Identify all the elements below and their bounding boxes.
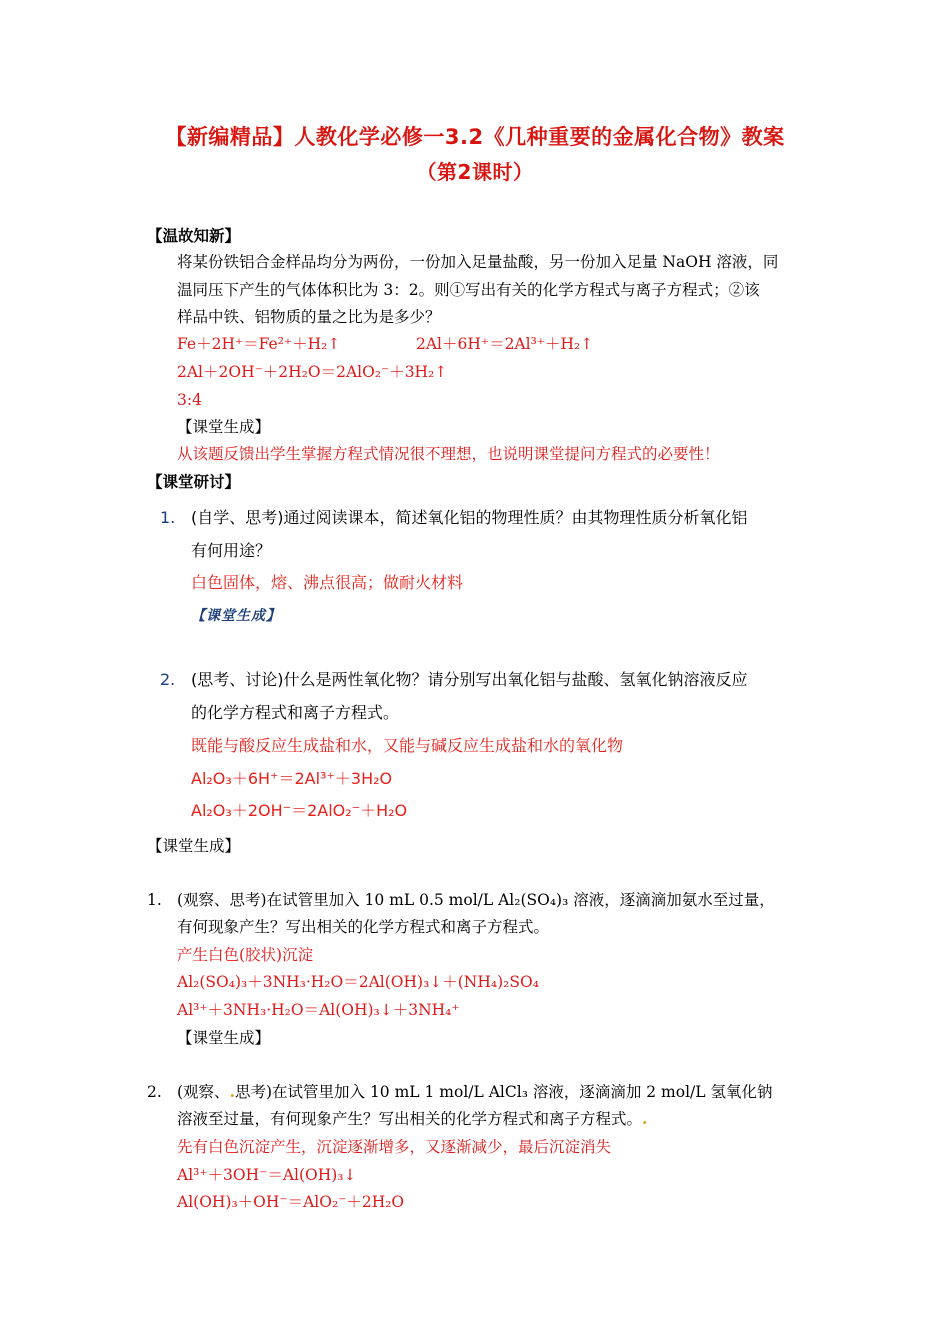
study-q2-answer: 既能与酸反应生成盐和水，又能与碱反应生成盐和水的氧化物 — [191, 736, 624, 755]
observe-p2-number: 2. — [147, 1083, 162, 1101]
stray-dot-mark: . — [642, 1109, 648, 1128]
observe-p2-answer: 先有白色沉淀产生，沉淀逐渐增多，又逐渐减少，最后沉淀消失 — [177, 1138, 612, 1156]
stray-dot-mark: . — [229, 1082, 235, 1101]
observe-p2-equation-2: Al(OH)₃＋OH⁻＝AlO₂⁻＋2H₂O — [177, 1193, 405, 1211]
study-q1-class-generation-stamp: 【课堂生成】 — [191, 608, 281, 624]
review-equation-3: 2Al＋2OH⁻＋2H₂O＝2AlO₂⁻＋3H₂↑ — [177, 363, 448, 381]
review-equation-2: 2Al＋6H⁺＝2Al³⁺＋H₂↑ — [416, 335, 594, 353]
study-heading: 【课堂研讨】 — [147, 473, 241, 491]
observe-p1-equation-2: Al³⁺＋3NH₃·H₂O＝Al(OH)₃↓＋3NH₄⁺ — [177, 1001, 460, 1019]
observe-p2-line-2 — [177, 1108, 647, 1130]
study-q2-line-1: (思考、讨论)什么是两性氧化物？请分别写出氧化铝与盐酸、氢氧化钠溶液反应 — [191, 670, 748, 689]
observe-p1-answer: 产生白色(胶状)沉淀 — [177, 946, 314, 964]
observe-p2-line-1-rest: 思考)在试管里加入 10 mL 1 mol/L AlCl₃ 溶液，逐滴滴加 2 mol/L 氢氧化钠 — [234, 1083, 773, 1101]
review-class-generation-text: 从该题反馈出学生掌握方程式情况很不理想，也说明课堂提问方程式的必要性！ — [177, 445, 720, 463]
study-q1-number: 1. — [160, 508, 176, 527]
review-question-line-2: 温同压下产生的气体体积比为 3：2。则①写出有关的化学方程式与离子方程式；②该 — [177, 281, 760, 299]
observe-p1-number: 1. — [147, 891, 162, 909]
study-q2-equation-1: Al₂O₃＋6H⁺＝2Al³⁺＋3H₂O — [191, 769, 393, 788]
study-q2-equation-2: Al₂O₃＋2OH⁻＝2AlO₂⁻＋H₂O — [191, 801, 408, 820]
study-q1-answer: 白色固体，熔、沸点很高；做耐火材料 — [191, 573, 464, 592]
study-class-generation-tag: 【课堂生成】 — [147, 837, 241, 855]
review-question-line-1: 将某份铁铝合金样品均分为两份，一份加入足量盐酸，另一份加入足量 NaOH 溶液，同 — [177, 253, 779, 271]
page-subtitle: （第2课时） — [416, 160, 534, 184]
review-heading: 【温故知新】 — [147, 227, 241, 245]
observe-p1-line-2: 有何现象产生？写出相关的化学方程式和离子方程式。 — [177, 918, 550, 936]
observe-p1-equation-1: Al₂(SO₄)₃＋3NH₃·H₂O＝2Al(OH)₃↓＋(NH₄)₂SO₄ — [177, 973, 539, 991]
review-equation-1: Fe＋2H⁺＝Fe²⁺＋H₂↑ — [177, 335, 341, 353]
page-title: 【新编精品】人教化学必修一3.2《几种重要的金属化合物》教案 — [165, 125, 785, 149]
study-q1-line-1: (自学、思考)通过阅读课本，简述氧化铝的物理性质？由其物理性质分析氧化铝 — [191, 508, 748, 527]
observe-p1-class-generation-tag: 【课堂生成】 — [177, 1029, 271, 1047]
review-class-generation-tag: 【课堂生成】 — [177, 418, 271, 436]
observe-p1-line-1: (观察、思考)在试管里加入 10 mL 0.5 mol/L Al₂(SO₄)₃ 溶液，逐滴滴加氨水至过量， — [177, 891, 775, 909]
study-q2-line-2: 的化学方程式和离子方程式。 — [191, 703, 400, 722]
study-q2-number: 2. — [160, 670, 176, 689]
observe-p2-line-2-text: 溶液至过量，有何现象产生？写出相关的化学方程式和离子方程式。 — [177, 1110, 643, 1128]
review-ratio-answer: 3:4 — [177, 391, 202, 409]
observe-p2-line-1-start: (观察、 — [177, 1083, 230, 1101]
observe-p2-equation-1: Al³⁺＋3OH⁻＝Al(OH)₃↓ — [177, 1166, 357, 1184]
study-q1-line-2: 有何用途？ — [191, 541, 272, 560]
review-question-line-3: 样品中铁、铝物质的量之比为是多少？ — [177, 308, 441, 326]
observe-p2-line-1 — [177, 1081, 772, 1103]
